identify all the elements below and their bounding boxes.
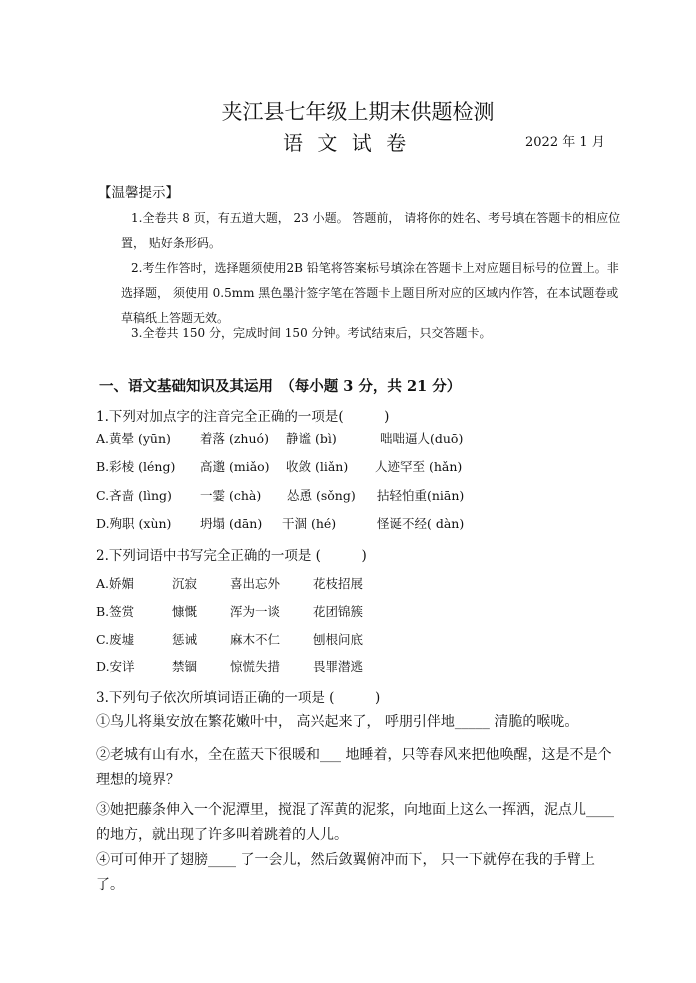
- notice-item-1: 1.全卷共 8 页，有五道大题， 23 小题。 答题前， 请将你的姓名、考号填在答题卡的相应位置， 贴好条形码。: [121, 211, 621, 250]
- exam-subtitle: 语 文 试 卷: [283, 131, 411, 155]
- question-2-stem: 2.下列词语中书写完全正确的一项是 ( ): [96, 548, 367, 564]
- q1-a-word-2: 着落 (zhuó): [200, 431, 269, 446]
- q3-sentence-2: ②老城有山有水，全在蓝天下很暖和___ 地睡着，只等春风来把他唤醒，这是不是个理想的境界？: [96, 747, 612, 788]
- q3-sentence-4: ④可可伸开了翅膀____ 了一会儿，然后敛翼俯冲而下， 只一下就停在我的手臂上了。: [96, 852, 595, 893]
- notice-heading: 【温馨提示】: [98, 185, 179, 201]
- q1-d-word-4: 怪诞不经( dàn): [377, 516, 465, 531]
- q2-b-word-4: 花团锦簇: [313, 604, 364, 619]
- notice-item-3: 3.全卷共 150 分，完成时间 150 分钟。考试结束后，只交答题卡。: [131, 326, 492, 340]
- q1-option-b: [0, 457, 696, 477]
- q2-d-word-3: 惊慌失措: [230, 659, 281, 674]
- q2-option-b: [0, 602, 696, 622]
- q2-c-word-3: 麻木不仁: [230, 632, 281, 647]
- q1-b-word-3: 收敛 (liǎn): [286, 459, 349, 474]
- q1-d-word-2: 坍塌 (dān): [200, 516, 263, 531]
- q3-sentence-3: ③她把藤条伸入一个泥潭里，搅混了浑黄的泥浆，向地面上这么一挥洒，泥点儿____ 的地方，就出现了许多叫着跳着的人儿。: [96, 802, 614, 843]
- q1-option-c: [0, 486, 696, 506]
- section-heading: 一、语文基础知识及其运用 （每小题 3 分，共 21 分）: [99, 378, 462, 395]
- q1-d-word-3: 干涸 (hé): [282, 516, 337, 531]
- q1-a-word-1: A.黄晕 (yūn): [96, 431, 171, 446]
- q1-b-word-4: 人迹罕至 (hǎn): [375, 459, 463, 474]
- q1-c-word-2: 一霎 (chà): [200, 488, 262, 503]
- question-1-stem: 1.下列对加点字的注音完全正确的一项是( ): [96, 409, 390, 425]
- q1-c-word-1: C.吝啬 (lìng): [96, 488, 172, 503]
- q2-d-word-4: 畏罪潜逃: [313, 659, 364, 674]
- q1-a-word-4: 咄咄逼人(duō): [380, 431, 464, 446]
- q1-option-d: [0, 514, 696, 534]
- q1-b-word-2: 高邈 (miǎo): [200, 459, 270, 474]
- q1-a-word-3: 静谧 (bì): [286, 431, 337, 446]
- q2-option-a: [0, 574, 696, 594]
- q2-b-word-3: 浑为一谈: [230, 604, 281, 619]
- exam-date: 2022 年 1 月: [525, 135, 605, 150]
- notice-item-2: 2.考生作答时，选择题须使用2B 铅笔将答案标号填涂在答题卡上对应题目标号的位置上。非选择题， 须使用 0.5mm 黑色墨汁签字笔在答题卡上题目所对应的区域内作答，在本试题卷或草稿纸上答题无效。: [121, 261, 619, 325]
- q2-c-word-2: 惩诫: [172, 632, 198, 647]
- q3-sentence-1: ①鸟儿将巢安放在繁花嫩叶中， 高兴起来了， 呼朋引伴地_____ 清脆的喉咙。: [96, 714, 579, 730]
- q2-b-word-1: B.签赏: [96, 604, 135, 619]
- q2-a-word-1: A.娇媚: [96, 576, 135, 591]
- q1-option-a: [0, 429, 696, 449]
- q2-a-word-4: 花枝招展: [313, 576, 364, 591]
- q2-c-word-4: 刨根问底: [313, 632, 364, 647]
- q2-option-d: [0, 657, 696, 677]
- q1-d-word-1: D.殉职 (xùn): [96, 516, 172, 531]
- q1-c-word-3: 怂恿 (sǒng): [287, 488, 356, 503]
- q2-a-word-2: 沉寂: [172, 576, 198, 591]
- q2-c-word-1: C.废墟: [96, 632, 135, 647]
- q2-d-word-2: 禁锢: [172, 659, 198, 674]
- q1-b-word-1: B.彩棱 (léng): [96, 459, 176, 474]
- question-3-stem: 3.下列句子依次所填词语正确的一项是 ( ): [96, 690, 381, 706]
- q2-option-c: [0, 630, 696, 650]
- q2-d-word-1: D.安详: [96, 659, 135, 674]
- q1-c-word-4: 拈轻怕重(niān): [377, 488, 465, 503]
- q2-a-word-3: 喜出忘外: [230, 576, 281, 591]
- exam-title: 夹江县七年级上期末供题检测: [221, 100, 495, 124]
- q2-b-word-2: 慷慨: [172, 604, 198, 619]
